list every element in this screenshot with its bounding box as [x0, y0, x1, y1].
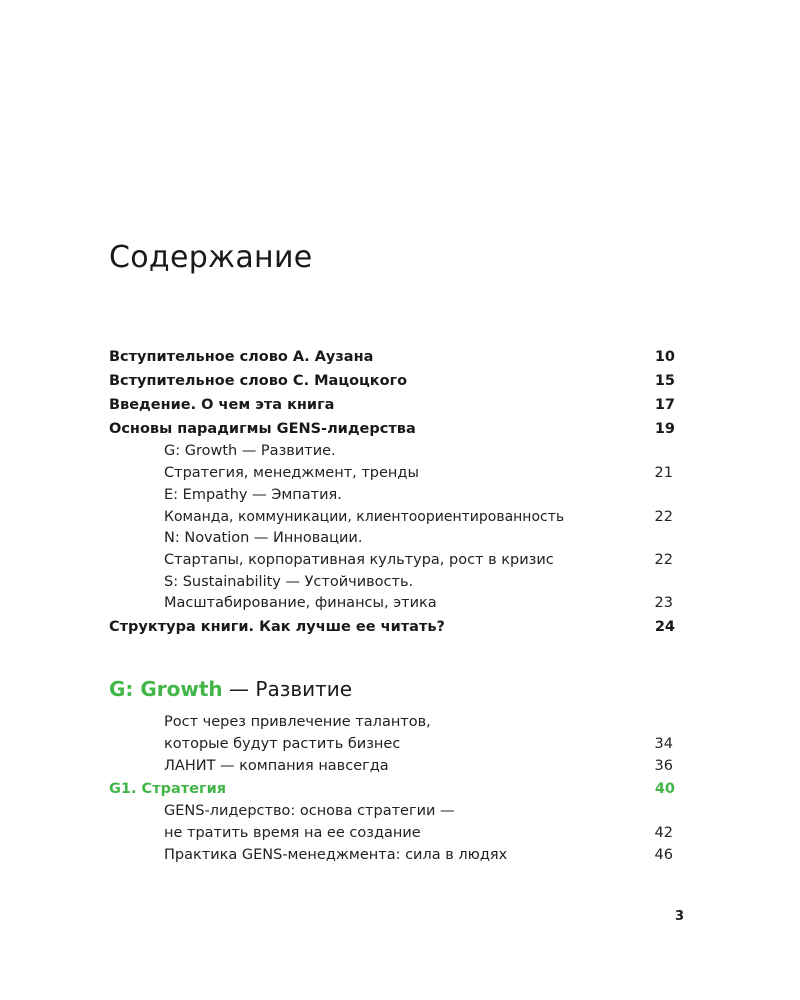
toc-subentry	[164, 487, 675, 503]
toc-subentry-text: Стартапы, корпоративная культура, рост в кризис	[164, 552, 554, 568]
toc-subentry	[164, 758, 675, 774]
toc-subentry	[164, 595, 675, 611]
section-title-highlight: G: Growth	[109, 677, 223, 701]
toc-subentry	[164, 552, 675, 568]
toc-subentry-page: 46	[654, 847, 673, 863]
toc-subentry-text: ЛАНИТ — компания навсегда	[164, 758, 389, 774]
toc-subentry-text: Команда, коммуникации, клиентоориентированность	[164, 509, 565, 525]
toc-entry-text: Вступительное слово С. Мацоцкого	[109, 373, 408, 389]
toc-subentry-text: Рост через привлечение талантов,	[164, 714, 431, 730]
toc-subentry-text: Масштабирование, финансы, этика	[164, 595, 437, 611]
toc-entry-page: 24	[654, 619, 675, 635]
toc-entry-text: G1. Стратегия	[109, 781, 227, 797]
toc-subentry	[164, 803, 675, 819]
toc-entry-text: Введение. О чем эта книга	[109, 397, 335, 413]
toc-subentry	[164, 509, 675, 525]
toc-subentry	[164, 443, 675, 459]
toc-subentry	[164, 847, 675, 863]
toc-subentry-text: G: Growth — Развитие.	[164, 443, 336, 459]
toc-entry-page: 10	[654, 349, 675, 365]
toc-subentry-text: Стратегия, менеджмент, тренды	[164, 465, 419, 481]
toc-entry-text: Основы парадигмы GENS-лидерства	[109, 421, 416, 437]
toc-subentry	[164, 714, 675, 730]
toc-subentry-page: 21	[654, 465, 673, 481]
toc-subentry-page: 22	[654, 509, 673, 525]
toc-entry-page: 17	[654, 397, 675, 413]
section-title-rest: — Развитие	[222, 677, 353, 701]
toc-subentry	[164, 825, 675, 841]
section-title	[109, 677, 352, 701]
toc-subentry-text: Практика GENS-менеджмента: сила в людях	[164, 847, 508, 863]
toc-subentry	[164, 465, 675, 481]
toc-entry-text: Структура книги. Как лучше ее читать?	[109, 619, 445, 635]
toc-subentry-page: 22	[654, 552, 673, 568]
toc-entry	[109, 373, 675, 389]
toc-subentry-text: GENS-лидерство: основа стратегии —	[164, 803, 455, 819]
toc-entry	[109, 421, 675, 437]
toc-entry	[109, 781, 675, 797]
toc-entry-page: 19	[654, 421, 675, 437]
toc-entry-page: 15	[654, 373, 675, 389]
toc-subentry-page: 36	[654, 758, 673, 774]
toc-subentry-text: которые будут растить бизнес	[164, 736, 401, 752]
toc-subentry-text: N: Novation — Инновации.	[164, 530, 363, 546]
toc-subentry-text: не тратить время на ее создание	[164, 825, 421, 841]
toc-subentry-page: 23	[654, 595, 673, 611]
toc-entry	[109, 397, 675, 413]
toc-entry	[109, 619, 675, 635]
toc-entry-page: 40	[654, 781, 675, 797]
toc-subentry	[164, 736, 675, 752]
page-number: 3	[675, 909, 685, 924]
toc-subentry-text: E: Empathy — Эмпатия.	[164, 487, 342, 503]
toc-entry-text: Вступительное слово А. Аузана	[109, 349, 374, 365]
toc-title: Содержание	[109, 240, 313, 275]
toc-subentry-page: 34	[654, 736, 673, 752]
toc-entry	[109, 349, 675, 365]
toc-subentry	[164, 574, 675, 590]
toc-subentry	[164, 530, 675, 546]
toc-subentry-page: 42	[654, 825, 673, 841]
toc-subentry-text: S: Sustainability — Устойчивость.	[164, 574, 414, 590]
